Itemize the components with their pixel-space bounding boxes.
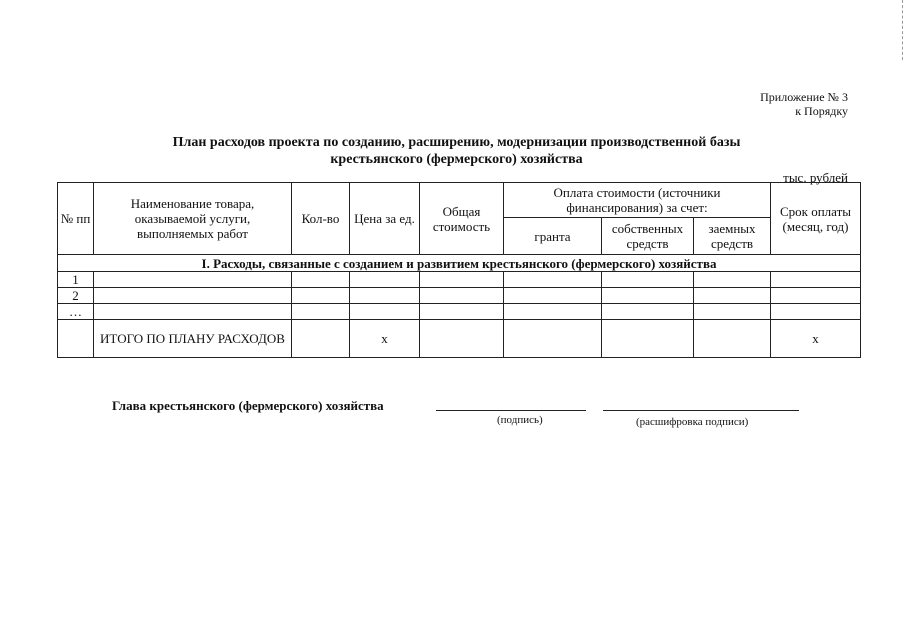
table-cell — [292, 304, 350, 320]
table-cell — [420, 272, 504, 288]
table-cell — [602, 288, 694, 304]
table-cell — [292, 320, 350, 358]
table-cell — [292, 272, 350, 288]
header-unit-price: Цена за ед. — [350, 183, 420, 255]
row-number: 2 — [58, 288, 94, 304]
table-cell — [420, 288, 504, 304]
table-cell — [350, 288, 420, 304]
appendix-number: Приложение № 3 — [760, 90, 848, 104]
table-cell — [350, 272, 420, 288]
header-item-name: Наименование товара, оказываемой услуги, выполняемых работ — [94, 183, 292, 255]
row-number: … — [58, 304, 94, 320]
table-cell — [350, 304, 420, 320]
signature-decode-caption: (расшифровка подписи) — [636, 416, 749, 428]
units-label: тыс. рублей — [783, 170, 848, 185]
header-total-cost: Общая стоимость — [420, 183, 504, 255]
appendix-note — [760, 90, 848, 118]
total-price-mark: х — [350, 320, 420, 358]
header-loan-funds: заемных средств — [694, 218, 771, 255]
table-cell — [292, 288, 350, 304]
document-title — [0, 134, 905, 168]
table-cell — [771, 288, 861, 304]
table-cell — [602, 272, 694, 288]
table-cell — [771, 304, 861, 320]
header-number: № пп — [58, 183, 94, 255]
total-term-mark: х — [771, 320, 861, 358]
table-cell — [94, 288, 292, 304]
signature-line — [436, 410, 586, 411]
table-cell — [602, 320, 694, 358]
row-number: 1 — [58, 272, 94, 288]
table-cell — [694, 272, 771, 288]
table-cell — [602, 304, 694, 320]
table-cell — [58, 320, 94, 358]
table-cell — [504, 272, 602, 288]
table-cell — [771, 272, 861, 288]
header-payment-term: Срок оплаты (месяц, год) — [771, 183, 861, 255]
table-row — [58, 304, 861, 320]
table-cell — [420, 304, 504, 320]
total-label: ИТОГО ПО ПЛАНУ РАСХОДОВ — [94, 320, 292, 358]
total-row — [58, 320, 861, 358]
signature-label: Глава крестьянского (фермерского) хозяйства — [112, 398, 384, 413]
table-cell — [694, 320, 771, 358]
table-cell — [420, 320, 504, 358]
table-row — [58, 272, 861, 288]
table-row — [58, 288, 861, 304]
header-quantity: Кол-во — [292, 183, 350, 255]
header-grant: гранта — [504, 218, 602, 255]
appendix-reference: к Порядку — [795, 104, 848, 118]
header-funding-sources: Оплата стоимости (источники финансирования) за счет: — [504, 183, 771, 218]
table-cell — [694, 304, 771, 320]
table-cell — [504, 288, 602, 304]
signature-caption: (подпись) — [497, 414, 543, 426]
page-edge-mark — [901, 0, 903, 60]
section-title: I. Расходы, связанные с созданием и развитием крестьянского (фермерского) хозяйства — [58, 255, 861, 272]
table-cell — [94, 272, 292, 288]
table-cell — [504, 304, 602, 320]
title-line-2: крестьянского (фермерского) хозяйства — [330, 152, 583, 167]
table-cell — [94, 304, 292, 320]
table-cell — [694, 288, 771, 304]
signature-decode-line — [603, 410, 799, 411]
header-own-funds: собственных средств — [602, 218, 694, 255]
expense-plan-table — [57, 182, 861, 358]
title-line-1: План расходов проекта по созданию, расширению, модернизации производственной базы — [172, 135, 741, 150]
table-cell — [504, 320, 602, 358]
